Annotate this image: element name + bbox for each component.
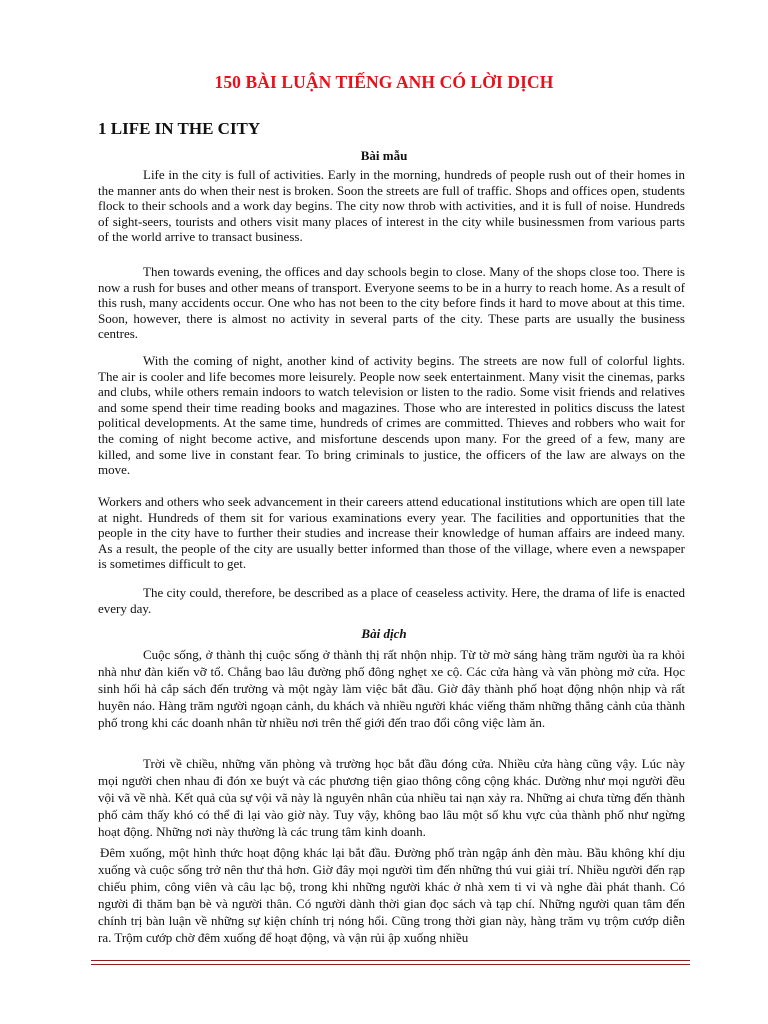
- english-paragraph-5: The city could, therefore, be described as a place of ceaseless activity. Here, the drama of life is enacted every day.: [98, 585, 685, 616]
- english-paragraph-1: Life in the city is full of activities. Early in the morning, hundreds of people rush out of their homes in the manner ants do when their nest is broken. Soon the streets are full of traffic. Shops and offices open, students flock to their schools and a work day begins. The city now throb with activities, and it is full of noise. Hundreds of sight-seers, tourists and others visit many places of interest in the city while businessmen from various parts of the world arrive to transact business.: [98, 167, 685, 245]
- vietnamese-paragraph-1: Cuộc sống, ở thành thị cuộc sống ở thành thị rất nhộn nhịp. Từ tờ mờ sáng hàng trăm người ùa ra khỏi nhà như đàn kiến vỡ tổ. Chẳng bao lâu đường phố đông nghẹt xe cộ. Các cửa hàng và văn phòng mở cửa. Học sinh hối hả cắp sách đến trường và một ngày làm việc bắt đầu. Giờ đây thành phố hoạt động nhộn nhịp và rất huyên náo. Hàng trăm người ngoạn cảnh, du khách và nhiều người khác viếng thăm những thắng cảnh của thành phố trong khi các doanh nhân từ nhiều nơi trên thế giới đến trao đổi công việc làm ăn.: [98, 647, 685, 730]
- sample-label: Bài mẫu: [360, 148, 408, 163]
- footer-rule-top: [91, 960, 690, 961]
- vietnamese-paragraph-2: Trời về chiều, những văn phòng và trường học bắt đầu đóng cửa. Nhiều cửa hàng cũng vậy. Lúc này mọi người chen nhau đi đón xe buýt và các phương tiện giao thông công cộng khác. Dường như mọi người đều vội vã về nhà. Kết quả của sự vội vã này là nguyên nhân của nhiều tai nạn xảy ra. Những ai chưa từng đến thành phố cảm thấy khó có thể đi lại vào giờ này. Tuy vậy, không bao lâu một số khu vực của thành phố như ngừng hoạt động. Những nơi này thường là các trung tâm kinh doanh.: [98, 756, 685, 839]
- english-paragraph-4: Workers and others who seek advancement in their careers attend educational institutions which are open till late at night. Hundreds of them sit for various examinations every year. The facilities and opportunities that the people in the city have to further their studies and increase their knowledge of human affairs are indeed many. As a result, the people of the city are usually better informed than those of the village, where even a newspaper is sometimes difficult to get.: [98, 494, 685, 572]
- vietnamese-paragraph-3: Đêm xuống, một hình thức hoạt động khác lại bắt đầu. Đường phố tràn ngập ánh đèn màu. Bầu không khí dịu xuống và cuộc sống trở nên thư thả hơn. Giờ đây mọi người tìm đến những thú vui giải trí. Nhiều người đến rạp chiếu phim, công viên và câu lạc bộ, trong khi những người khác ở nhà xem ti vi và nghe đài phát thanh. Có người đi thăm bạn bè và người thân. Có người dành thời gian đọc sách và tạp chí. Những người quan tâm đến chính trị bàn luận về những sự kiện chính trị nóng hổi. Cũng trong thời gian này, hàng trăm vụ trộm cướp diễn ra. Trộm cướp chờ đêm xuống để hoạt động, và vận rủi ập xuống nhiều: [98, 845, 685, 945]
- document-title: 150 BÀI LUẬN TIẾNG ANH CÓ LỜI DỊCH: [214, 72, 554, 92]
- section-heading: 1 LIFE IN THE CITY: [98, 119, 261, 138]
- footer-rule-bottom: [91, 964, 690, 965]
- english-paragraph-3: With the coming of night, another kind of activity begins. The streets are now full of colorful lights. The air is cooler and life becomes more leisurely. People now seek entertainment. Many visit the cinemas, parks and clubs, while others remain indoors to watch television or listen to the radio. Some visit friends and relatives and some spend their time reading books and magazines. Those who are interested in politics discuss the latest political developments. At the same time, hundreds of crimes are committed. Thieves and robbers who wait for the coming of night become active, and misfortune descends upon many. For the greed of a few, many are killed, and some live in constant fear. To bring criminals to justice, the officers of the law are always on the move.: [98, 353, 685, 478]
- translation-label: Bài dịch: [361, 626, 407, 641]
- english-paragraph-2: Then towards evening, the offices and day schools begin to close. Many of the shops close too. There is now a rush for buses and other means of transport. Everyone seems to be in a hurry to reach home. As a result of this rush, many accidents occur. One who has not been to the city before finds it hard to move about at this time. Soon, however, there is almost no activity in several parts of the city. These parts are usually the business centres.: [98, 264, 685, 342]
